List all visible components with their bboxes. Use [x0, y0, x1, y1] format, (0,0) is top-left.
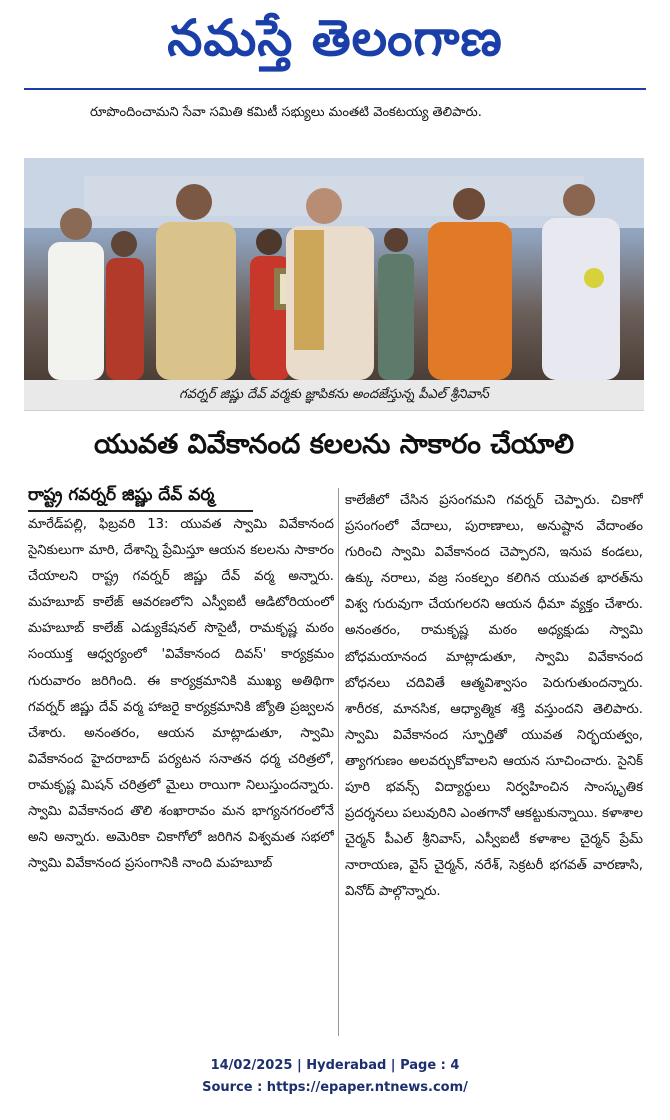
masthead-divider — [24, 88, 646, 90]
masthead — [0, 0, 670, 88]
article-column-1 — [28, 512, 334, 1032]
event-photo — [24, 158, 644, 380]
previous-article-last-line: రూపొందించామని సేవా సమితి కమిటీ సభ్యులు మంతటి వెంకటయ్య తెలిపారు. — [90, 105, 482, 120]
newspaper-title: నమస్తే తెలంగాణ — [167, 8, 503, 67]
article-column-2 — [338, 488, 643, 1036]
photo-caption: గవర్నర్ జిష్ణు దేవ్ వర్మకు జ్ఞాపికను అందజేస్తున్న పీఎల్ శ్రీనివాస్ — [24, 380, 644, 411]
footer-date-edition: 14/02/2025 | Hyderabad | Page : 4 — [210, 1058, 460, 1073]
article-subhead: రాష్ట్ర గవర్నర్ జిష్ణు దేవ్ వర్మ — [28, 485, 215, 505]
article-headline: యువత వివేకానంద కలలను సాకారం చేయాలి — [93, 429, 575, 460]
article-body-col2: కాలేజీలో చేసిన ప్రసంగమని గవర్నర్ చెప్పారు. చికాగో ప్రసంగంలో వేదాలు, పురాణాలు, అనుష్టాన వేదాంతం గురించి స్వామి వివేకానంద చెప్పారని, ఇనుప కండలు, ఉక్కు నరాలు, వజ్ర సంకల్పం కలిగిన యువత భారత్‌ను విశ్వ గురువుగా చేయగలరని ఆయన ధీమా వ్యక్తం చేశారు. అనంతరం, రామకృష్ణ మఠం అధ్యక్షుడు స్వామి బోధమయానంద మాట్లాడుతూ, స్వామి వివేకానంద బోధనలు చదివితే ఆత్మవిశ్వాసం పెరుగుతుందన్నారు. శారీరక, మానసిక, ఆధ్యాత్మిక శక్తి వస్తుందని తెలిపారు. స్వామి వివేకానంద స్ఫూర్తితో యువత నిర్భయత్వం, త్యాగగుణం అలవర్చుకోవాలని ఆయన సూచించారు. సైనిక్ పూరి భవన్స్ విద్యార్థులు నిర్వహించిన సాంస్కృతిక ప్రదర్శనలు పలువురిని ఎంతగానో ఆకట్టుకున్నాయి. కళాశాల చైర్మన్ పీఎల్ శ్రీనివాస్, ఎస్వీఐటీ కళాశాల చైర్మన్ ప్రేమ్ నారాయణ, వైస్ చైర్మన్, నరేశ్, సెక్రటరీ భగవత్ వారణాసి, వినోద్ పాల్గొన్నారు. — [345, 493, 643, 900]
article-body-col1: మారేడ్‌పల్లి, ఫిబ్రవరి 13: యువత స్వామి వివేకానంద సైనికులుగా మారి, దేశాన్ని ప్రేమిస్తూ ఆయన కలలను సాకారం చేయాలని రాష్ట్ర గవర్నర్ జిష్ణు దేవ్ వర్మ అన్నారు. మహబూబ్ కాలేజ్ ఆవరణలోని ఎస్వీఐటీ ఆడిటోరియంలో మహబూబ్ కాలేజ్ ఎడ్యుకేషనల్ సొసైటీ, రామకృష్ణ మఠం సంయుక్త ఆధ్వర్యంలో 'వివేకానంద దివస్' కార్యక్రమం గురువారం జరిగింది. ఈ కార్యక్రమానికి ముఖ్య అతిథిగా గవర్నర్ జిష్ణు దేవ్ వర్మ హాజరై కార్యక్రమానికి జ్యోతి ప్రజ్వలన చేశారు. అనంతరం, ఆయన మాట్లాడుతూ, స్వామి వివేకానంద హైదరాబాద్ పర్యటన సనాతన ధర్మ చరిత్రలో, రామకృష్ణ మిషన్ చరిత్రలో మైలు రాయిగా నిలుస్తుందన్నారు. స్వామి వివేకానంద తొలి శంఖారావం మన భాగ్యనగరంలోనే అని అన్నారు. అమెరికా చికాగోలో జరిగిన విశ్వమత సభలో స్వామి వివేకానంద ప్రసంగానికి నాంది మహబూబ్ — [28, 517, 334, 872]
footer-source: Source : https://epaper.ntnews.com/ — [202, 1080, 468, 1095]
